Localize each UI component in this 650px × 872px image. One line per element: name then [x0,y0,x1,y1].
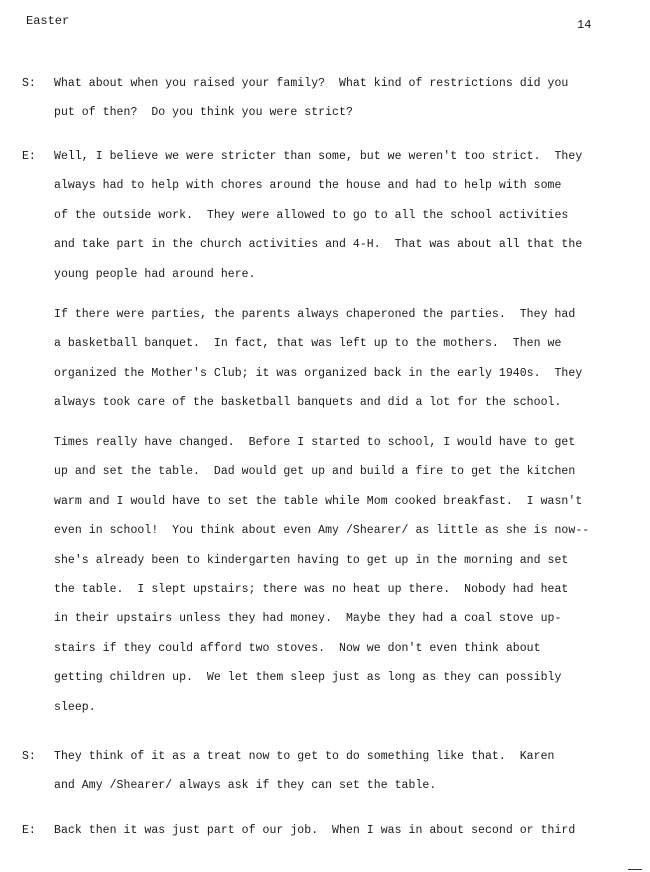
speaker-label: E: [22,824,36,837]
text-line: put of then? Do you think you were strict? [54,106,353,120]
text-line: and take part in the church activities and 4-H. That was about all that the [54,238,583,252]
text-line: always had to help with chores around the house and had to help with some [54,179,562,193]
text-line: They think of it as a treat now to get to do something like that. Karen [54,750,555,763]
page-number: 14 [577,18,592,32]
text-line: up and set the table. Dad would get up and build a fire to get the kitchen [54,465,576,479]
text-line: always took care of the basketball banquets and did a lot for the school. [54,396,562,410]
text-line: Well, I believe we were stricter than some, but we weren't too strict. They [54,150,583,163]
text-line: Back then it was just part of our job. When I was in about second or third [54,824,576,837]
text-line: What about when you raised your family? What kind of restrictions did you [54,77,569,90]
text-line: young people had around here. [54,267,256,281]
text-line: even in school! You think about even Amy /Shearer/ as little as she is now-- [54,524,590,538]
text-line: she's already been to kindergarten having to get up in the morning and set [54,553,569,567]
text-line: sleep. [54,700,96,714]
text-line: the table. I slept upstairs; there was no heat up there. Nobody had heat [54,583,569,596]
speaker-label: E: [22,150,36,163]
speaker-label: S: [22,750,36,763]
text-line: If there were parties, the parents always chaperoned the parties. They had [54,308,576,321]
text-line: a basketball banquet. In fact, that was left up to the mothers. Then we [54,337,562,351]
text-line: getting children up. We let them sleep just as long as they can possibly [54,671,562,685]
scan-artifact [628,869,642,870]
header-name: Easter [26,14,70,28]
text-line: organized the Mother's Club; it was organized back in the early 1940s. They [54,366,583,380]
text-line: and Amy /Shearer/ always ask if they can set the table. [54,779,437,793]
text-line: in their upstairs unless they had money. Maybe they had a coal stove up- [54,612,562,626]
text-line: of the outside work. They were allowed to go to all the school activities [54,208,569,222]
text-line: stairs if they could afford two stoves. Now we don't even think about [54,641,541,655]
speaker-label: S: [22,77,36,90]
text-line: Times really have changed. Before I started to school, I would have to get [54,436,576,449]
text-line: warm and I would have to set the table while Mom cooked breakfast. I wasn't [54,494,583,508]
